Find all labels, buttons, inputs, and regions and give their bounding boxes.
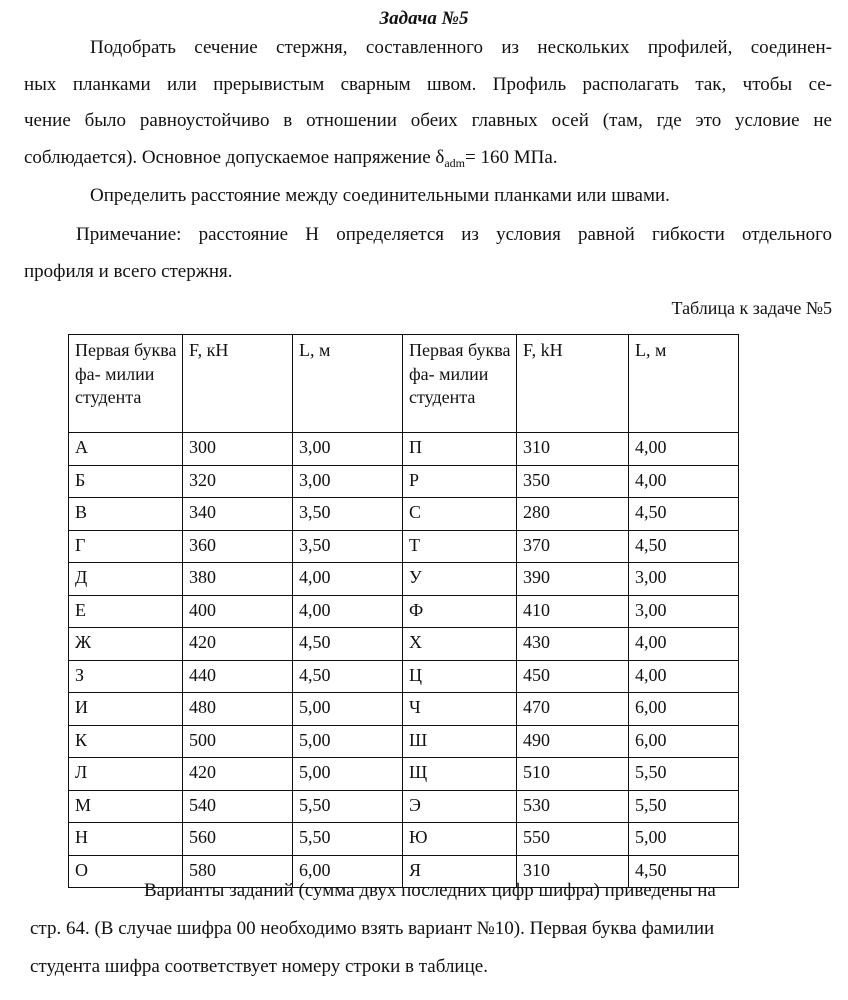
cell-force-left: 300 (183, 433, 293, 466)
data-table (68, 334, 739, 888)
task-line: Определить расстояние между соединительными планками или швами. (90, 185, 670, 206)
cell-letter-right: Ш (403, 725, 517, 758)
cell-force-left: 360 (183, 530, 293, 563)
cell-length-right: 4,50 (629, 498, 739, 531)
cell-length-right: 6,00 (629, 725, 739, 758)
task-paragraph (24, 178, 832, 215)
cell-letter-right: Ч (403, 693, 517, 726)
cell-force-right: 370 (517, 530, 629, 563)
note-paragraph (24, 217, 832, 290)
table-row (69, 790, 739, 823)
table-row (69, 595, 739, 628)
cell-letter-right: Ф (403, 595, 517, 628)
cell-force-left: 320 (183, 465, 293, 498)
cell-force-left: 340 (183, 498, 293, 531)
cell-length-left: 3,50 (293, 530, 403, 563)
header-letter-left: Первая буква фа- милии студента (69, 335, 183, 433)
cell-force-right: 430 (517, 628, 629, 661)
cell-length-right: 5,50 (629, 758, 739, 791)
cell-letter-left: Ж (69, 628, 183, 661)
header-letter-right: Первая буква фа- милии студента (403, 335, 517, 433)
task-title: Задача №5 (379, 8, 469, 29)
cell-force-right: 510 (517, 758, 629, 791)
intro-line-4-value: = 160 МПа. (465, 146, 558, 168)
cell-length-right: 4,00 (629, 433, 739, 466)
table-row (69, 530, 739, 563)
cell-letter-left: М (69, 790, 183, 823)
cell-force-right: 280 (517, 498, 629, 531)
cell-length-left: 6,00 (293, 855, 403, 888)
intro-line-1: Подобрать сечение стержня, составленного из нескольких профилей, соединен- (90, 37, 832, 58)
cell-letter-left: К (69, 725, 183, 758)
cell-length-left: 3,50 (293, 498, 403, 531)
note-line-1: Примечание: расстояние Н определяется из условия равной гибкости отдельного (76, 224, 832, 245)
table-header-row (69, 335, 739, 433)
cell-letter-right: Р (403, 465, 517, 498)
cell-length-right: 4,50 (629, 530, 739, 563)
cell-letter-right: Х (403, 628, 517, 661)
cell-length-right: 5,00 (629, 823, 739, 856)
cell-force-left: 500 (183, 725, 293, 758)
cell-length-right: 6,00 (629, 693, 739, 726)
cell-letter-right: Т (403, 530, 517, 563)
cell-letter-right: Ц (403, 660, 517, 693)
table-row (69, 725, 739, 758)
cell-force-left: 380 (183, 563, 293, 596)
table-row (69, 693, 739, 726)
cell-length-right: 3,00 (629, 595, 739, 628)
cell-force-right: 410 (517, 595, 629, 628)
intro-paragraph (24, 30, 832, 176)
table-caption: Таблица к задаче №5 (671, 298, 832, 318)
cell-length-left: 4,50 (293, 660, 403, 693)
cell-letter-left: В (69, 498, 183, 531)
cell-letter-left: Г (69, 530, 183, 563)
sigma-subscript: adm (444, 155, 466, 170)
cell-letter-left: З (69, 660, 183, 693)
table-row (69, 758, 739, 791)
cell-force-right: 550 (517, 823, 629, 856)
cell-length-left: 3,00 (293, 465, 403, 498)
cell-letter-left: Д (69, 563, 183, 596)
footer-line-2: стр. 64. (В случае шифра 00 необходимо взять вариант №10). Первая буква фамилии (30, 918, 715, 939)
header-force-right: F, kH (517, 335, 629, 433)
cell-length-left: 3,00 (293, 433, 403, 466)
cell-length-right: 4,00 (629, 628, 739, 661)
cell-force-left: 480 (183, 693, 293, 726)
cell-force-right: 470 (517, 693, 629, 726)
header-length-left: L, м (293, 335, 403, 433)
cell-length-right: 4,00 (629, 465, 739, 498)
cell-length-left: 5,50 (293, 790, 403, 823)
cell-force-right: 310 (517, 855, 629, 888)
cell-letter-left: Л (69, 758, 183, 791)
cell-letter-right: Э (403, 790, 517, 823)
cell-force-left: 420 (183, 628, 293, 661)
table-row (69, 823, 739, 856)
cell-force-left: 400 (183, 595, 293, 628)
cell-letter-right: С (403, 498, 517, 531)
cell-length-left: 5,00 (293, 725, 403, 758)
header-force-left: F, кН (183, 335, 293, 433)
cell-letter-right: Ю (403, 823, 517, 856)
cell-length-right: 3,00 (629, 563, 739, 596)
table-row (69, 433, 739, 466)
cell-force-right: 450 (517, 660, 629, 693)
table-row (69, 563, 739, 596)
intro-line-2: ных планками или прерывистым сварным швом. Профиль располагать так, чтобы се- (24, 73, 832, 95)
cell-force-left: 580 (183, 855, 293, 888)
cell-length-left: 5,50 (293, 823, 403, 856)
table-row (69, 498, 739, 531)
table-body (69, 433, 739, 888)
cell-force-right: 490 (517, 725, 629, 758)
table-row (69, 465, 739, 498)
cell-length-left: 5,00 (293, 758, 403, 791)
table-row (69, 628, 739, 661)
cell-force-left: 440 (183, 660, 293, 693)
cell-letter-left: И (69, 693, 183, 726)
footer-paragraph (30, 872, 820, 986)
cell-length-left: 4,00 (293, 563, 403, 596)
intro-line-4 (24, 140, 832, 177)
intro-line-3: чение было равноустойчиво в отношении обеих главных осей (там, где это условие не (24, 110, 832, 131)
cell-letter-left: Б (69, 465, 183, 498)
cell-force-right: 310 (517, 433, 629, 466)
cell-length-left: 4,00 (293, 595, 403, 628)
footer-line-3: студента шифра соответствует номеру строки в таблице. (30, 956, 488, 977)
cell-letter-left: Н (69, 823, 183, 856)
cell-letter-left: О (69, 855, 183, 888)
table-row (69, 660, 739, 693)
cell-force-right: 350 (517, 465, 629, 498)
cell-force-right: 530 (517, 790, 629, 823)
header-length-right: L, м (629, 335, 739, 433)
cell-length-left: 4,50 (293, 628, 403, 661)
cell-length-right: 4,50 (629, 855, 739, 888)
cell-force-right: 390 (517, 563, 629, 596)
cell-letter-right: У (403, 563, 517, 596)
cell-letter-left: Е (69, 595, 183, 628)
cell-force-left: 540 (183, 790, 293, 823)
cell-letter-left: А (69, 433, 183, 466)
cell-length-left: 5,00 (293, 693, 403, 726)
cell-force-left: 420 (183, 758, 293, 791)
cell-length-right: 4,00 (629, 660, 739, 693)
footer-line-1: Варианты заданий (сумма двух последних цифр шифра) приведены на (144, 880, 716, 901)
intro-line-4-text: соблюдается). Основное допускаемое напряжение δ (24, 146, 445, 168)
note-line-2: профиля и всего стержня. (24, 260, 233, 282)
cell-force-left: 560 (183, 823, 293, 856)
cell-letter-right: П (403, 433, 517, 466)
cell-letter-right: Я (403, 855, 517, 888)
cell-length-right: 5,50 (629, 790, 739, 823)
cell-letter-right: Щ (403, 758, 517, 791)
